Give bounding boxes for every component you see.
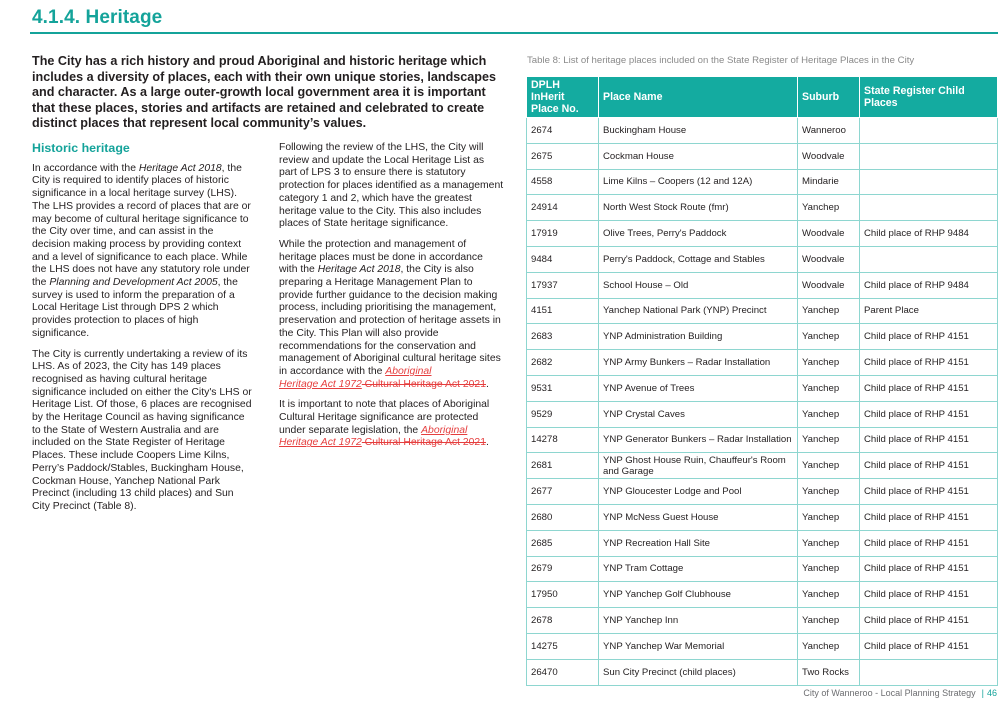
heritage-places-table	[526, 76, 998, 686]
table-row	[527, 633, 998, 659]
cell-place-name: Sun City Precinct (child places)	[599, 659, 798, 685]
cell-place-no: 9531	[527, 375, 599, 401]
table-row	[527, 350, 998, 376]
cell-suburb: Yanchep	[798, 504, 860, 530]
cell-suburb: Yanchep	[798, 453, 860, 479]
table-row	[527, 608, 998, 634]
cell-child-places: Child place of RHP 4151	[860, 633, 998, 659]
cell-suburb: Woodvale	[798, 272, 860, 298]
cell-child-places: Child place of RHP 4151	[860, 530, 998, 556]
table-row	[527, 143, 998, 169]
cell-suburb: Yanchep	[798, 195, 860, 221]
cell-place-name: Perry's Paddock, Cottage and Stables	[599, 246, 798, 272]
text-run: , the City is required to identify places of historic significance in a local heritage survey (LHS). The LHS provides a record of places that are or may become of cultural heritage significance to the City over time, and can assist in the decision making process by providing context and a level of significance to each place. While the LHS does not have any statutory role under the	[32, 162, 251, 289]
paragraph-management-plan	[279, 239, 504, 391]
cell-place-no: 9529	[527, 401, 599, 427]
cell-place-no: 24914	[527, 195, 599, 221]
table-row	[527, 401, 998, 427]
page-footer	[803, 688, 997, 698]
paragraph-aboriginal-heritage	[279, 399, 504, 450]
cell-suburb: Yanchep	[798, 479, 860, 505]
cell-place-name: School House – Old	[599, 272, 798, 298]
text-run: .	[485, 378, 489, 390]
cell-child-places	[860, 118, 998, 144]
cell-suburb: Mindarie	[798, 169, 860, 195]
cell-child-places: Child place of RHP 4151	[860, 350, 998, 376]
cell-place-name: YNP Gloucester Lodge and Pool	[599, 479, 798, 505]
table-row	[527, 298, 998, 324]
cell-child-places: Child place of RHP 4151	[860, 608, 998, 634]
cell-place-no: 2685	[527, 530, 599, 556]
header-place-no: DPLH InHerit Place No.	[527, 77, 599, 118]
cell-suburb: Yanchep	[798, 582, 860, 608]
section-title: 4.1.4. Heritage	[32, 7, 163, 28]
cell-child-places	[860, 143, 998, 169]
act-reference: Heritage Act 2018	[138, 162, 222, 174]
table-row	[527, 221, 998, 247]
text-run: While the protection and management of heritage places must be done in accordance with the	[279, 238, 483, 276]
cell-place-name: YNP Yanchep War Memorial	[599, 633, 798, 659]
title-divider	[30, 32, 998, 34]
cell-child-places: Child place of RHP 4151	[860, 401, 998, 427]
header-place-name: Place Name	[599, 77, 798, 118]
cell-child-places	[860, 246, 998, 272]
cell-suburb: Woodvale	[798, 143, 860, 169]
table-row	[527, 530, 998, 556]
cell-place-no: 2680	[527, 504, 599, 530]
cell-place-no: 2678	[527, 608, 599, 634]
cell-place-name: YNP Recreation Hall Site	[599, 530, 798, 556]
text-run: , the survey is used to inform the preparation of a Local Heritage List through DPS 2 which provides protection to places of high significance.	[32, 277, 238, 339]
cell-place-name: Olive Trees, Perry's Paddock	[599, 221, 798, 247]
cell-place-no: 17950	[527, 582, 599, 608]
cell-child-places: Child place of RHP 4151	[860, 427, 998, 453]
cell-place-name: YNP Ghost House Ruin, Chauffeur's Room and Garage	[599, 453, 798, 479]
cell-child-places: Child place of RHP 9484	[860, 221, 998, 247]
cell-place-no: 2682	[527, 350, 599, 376]
text-run: Heritage Act 1972	[279, 378, 362, 390]
header-suburb: Suburb	[798, 77, 860, 118]
table-body	[527, 118, 998, 686]
cell-place-no: 17937	[527, 272, 599, 298]
cell-place-name: Cockman House	[599, 143, 798, 169]
paragraph-lhs	[32, 163, 254, 341]
text-run: It is important to note that places of Aboriginal Cultural Heritage significance are protected under separate legislation, the	[279, 399, 490, 436]
cell-suburb: Yanchep	[798, 633, 860, 659]
cell-child-places: Child place of RHP 9484	[860, 272, 998, 298]
cell-suburb: Yanchep	[798, 298, 860, 324]
table-caption: Table 8: List of heritage places included on the State Register of Heritage Places in the City	[527, 55, 915, 66]
paragraph-heritage-list: Following the review of the LHS, the City will review and update the Local Heritage List as part of LPS 3 to ensure there is statutory protection for places identified as a management category 1 and 2, which have the greatest heritage value to the City. This also includes places of State heritage significance.	[279, 142, 504, 230]
cell-child-places: Child place of RHP 4151	[860, 582, 998, 608]
cell-place-name: YNP Army Bunkers – Radar Installation	[599, 350, 798, 376]
act-reference: Planning and Development Act 2005	[49, 277, 218, 289]
cell-suburb: Yanchep	[798, 530, 860, 556]
table-row	[527, 118, 998, 144]
left-text-column	[32, 142, 254, 522]
text-run: Heritage Act 1972	[279, 437, 362, 449]
cell-place-name: YNP Yanchep Golf Clubhouse	[599, 582, 798, 608]
cell-place-name: YNP Crystal Caves	[599, 401, 798, 427]
table-row	[527, 375, 998, 401]
cell-suburb: Wanneroo	[798, 118, 860, 144]
cell-place-no: 14275	[527, 633, 599, 659]
text-run: Aboriginal	[385, 365, 432, 377]
cell-place-name: YNP Administration Building	[599, 324, 798, 350]
cell-child-places: Child place of RHP 4151	[860, 504, 998, 530]
cell-place-name: YNP Yanchep Inn	[599, 608, 798, 634]
cell-suburb: Yanchep	[798, 608, 860, 634]
cell-suburb: Yanchep	[798, 375, 860, 401]
footer-separator: |	[981, 688, 984, 698]
table-row	[527, 427, 998, 453]
cell-child-places	[860, 195, 998, 221]
table-row	[527, 556, 998, 582]
table-row	[527, 169, 998, 195]
cell-place-no: 14278	[527, 427, 599, 453]
text-run: In accordance with the	[32, 162, 139, 174]
subheading-historic-heritage: Historic heritage	[32, 141, 130, 155]
act-reference: Heritage Act 2018	[317, 264, 401, 276]
deleted-text: Cultural Heritage Act 2021	[361, 378, 486, 390]
cell-place-name: Lime Kilns – Coopers (12 and 12A)	[599, 169, 798, 195]
header-child-places: State Register Child Places	[860, 77, 998, 118]
cell-child-places: Parent Place	[860, 298, 998, 324]
text-run: , the City is also preparing a Heritage Management Plan to provide further guidance to the decision making process, including prioritising the management, preservation and protection of heritage assets in the City. This Plan will also provide recommendations for the conservation and management of Aboriginal cultural heritage sites in accordance with the	[279, 264, 501, 377]
table-row	[527, 453, 998, 479]
intro-paragraph: The City has a rich history and proud Aboriginal and historic heritage which includes a diversity of places, each with their own unique stories, landscapes and character. As a large outer-growth local government area it is important that these places, stories and artifacts are retained and celebrated to create distinct places that represent local community’s values.	[32, 54, 497, 130]
table-header-row	[527, 77, 998, 118]
cell-child-places: Child place of RHP 4151	[860, 556, 998, 582]
page-number: 46	[986, 688, 997, 698]
cell-suburb: Two Rocks	[798, 659, 860, 685]
cell-place-no: 4151	[527, 298, 599, 324]
table-row	[527, 659, 998, 685]
cell-place-no: 2675	[527, 143, 599, 169]
table-row	[527, 504, 998, 530]
cell-suburb: Yanchep	[798, 427, 860, 453]
table-row	[527, 272, 998, 298]
table-row	[527, 246, 998, 272]
table-row	[527, 582, 998, 608]
middle-text-column	[279, 142, 504, 458]
cell-suburb: Woodvale	[798, 221, 860, 247]
cell-place-no: 2681	[527, 453, 599, 479]
cell-suburb: Yanchep	[798, 350, 860, 376]
cell-place-no: 9484	[527, 246, 599, 272]
cell-place-name: YNP McNess Guest House	[599, 504, 798, 530]
cell-child-places: Child place of RHP 4151	[860, 324, 998, 350]
cell-place-no: 2683	[527, 324, 599, 350]
cell-child-places	[860, 659, 998, 685]
cell-place-no: 26470	[527, 659, 599, 685]
cell-place-no: 2677	[527, 479, 599, 505]
cell-suburb: Yanchep	[798, 324, 860, 350]
cell-place-no: 4558	[527, 169, 599, 195]
table-row	[527, 195, 998, 221]
cell-place-no: 2679	[527, 556, 599, 582]
table-row	[527, 324, 998, 350]
footer-document-title: City of Wanneroo - Local Planning Strategy	[803, 688, 976, 698]
cell-child-places: Child place of RHP 4151	[860, 453, 998, 479]
table-row	[527, 479, 998, 505]
cell-child-places: Child place of RHP 4151	[860, 479, 998, 505]
text-run: Aboriginal	[421, 424, 468, 436]
cell-place-name: North West Stock Route (fmr)	[599, 195, 798, 221]
cell-place-name: YNP Tram Cottage	[599, 556, 798, 582]
cell-place-name: Yanchep National Park (YNP) Precinct	[599, 298, 798, 324]
cell-suburb: Yanchep	[798, 556, 860, 582]
cell-suburb: Yanchep	[798, 401, 860, 427]
cell-place-no: 17919	[527, 221, 599, 247]
deleted-text: Cultural Heritage Act 2021	[361, 437, 486, 449]
cell-place-name: YNP Generator Bunkers – Radar Installation	[599, 427, 798, 453]
cell-place-name: YNP Avenue of Trees	[599, 375, 798, 401]
text-run: .	[485, 437, 489, 449]
cell-place-name: Buckingham House	[599, 118, 798, 144]
cell-suburb: Woodvale	[798, 246, 860, 272]
paragraph-review: The City is currently undertaking a review of its LHS. As of 2023, the City has 149 places recognised as having cultural heritage significance included on either the City's LHS or Heritage List. Of those, 6 places are recognised by the Heritage Council as having significance to the State of Western Australia and are included on the State Register of Heritage Places. These include Coopers Lime Kilns, Perry’s Paddock/Stables, Buckingham House, Cockman House, Yanchep National Park Precinct (including 13 child places) and Sun City Precinct (Table 8).	[32, 348, 252, 512]
cell-child-places: Child place of RHP 4151	[860, 375, 998, 401]
cell-place-no: 2674	[527, 118, 599, 144]
cell-child-places	[860, 169, 998, 195]
